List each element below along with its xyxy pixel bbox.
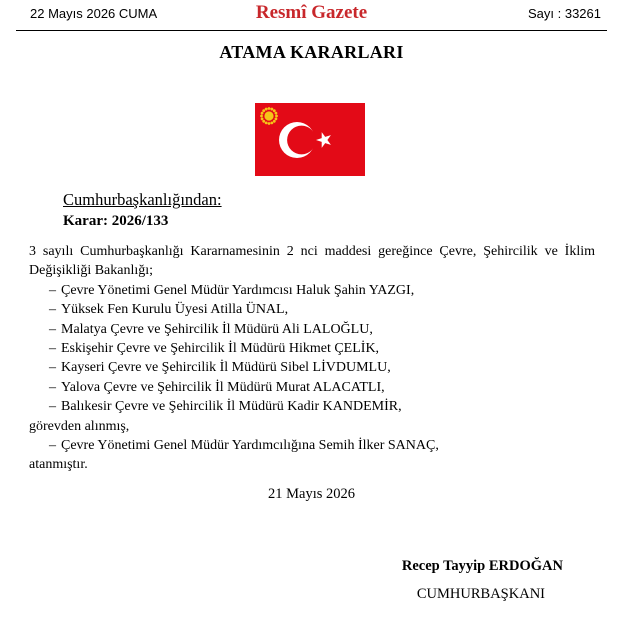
sun-disc bbox=[264, 111, 273, 120]
issue-number: Sayı : 33261 bbox=[528, 6, 601, 21]
list-item-text: Malatya Çevre ve Şehircilik İl Müdürü Ali LALOĞLU, bbox=[61, 321, 373, 337]
presidential-sun-emblem bbox=[260, 107, 278, 125]
list-item-text: Kayseri Çevre ve Şehircilik İl Müdürü Sibel LİVDUMLU, bbox=[61, 360, 391, 376]
list-item-text: Yüksek Fen Kurulu Üyesi Atilla ÜNAL, bbox=[61, 302, 289, 318]
appointed-list bbox=[29, 436, 595, 455]
sun-ray bbox=[275, 115, 278, 118]
sun-ray bbox=[273, 120, 276, 123]
list-dash: – bbox=[49, 360, 56, 376]
sun-ray bbox=[275, 112, 278, 115]
list-item bbox=[29, 378, 595, 397]
list-item-text: Yalova Çevre ve Şehircilik İl Müdürü Murat ALACATLI, bbox=[61, 379, 385, 395]
list-item bbox=[29, 339, 595, 358]
presidential-flag-icon bbox=[255, 103, 365, 176]
list-dash: – bbox=[49, 399, 56, 415]
signatory-title: CUMHURBAŞKANI bbox=[416, 586, 545, 602]
list-dash: – bbox=[49, 302, 56, 318]
issuing-authority: Cumhurbaşkanlığından: bbox=[63, 190, 222, 209]
gazette-title: Resmî Gazete bbox=[255, 2, 368, 23]
list-dash: – bbox=[49, 341, 56, 357]
sun-ray bbox=[262, 120, 265, 123]
sun-ray bbox=[261, 112, 264, 115]
list-item bbox=[29, 320, 595, 339]
section-title: ATAMA KARARLARI bbox=[219, 42, 404, 62]
list-dash: – bbox=[49, 282, 56, 298]
decree-intro: 3 sayılı Cumhurbaşkanlığı Kararnamesinin 2 nci maddesi gereğince Çevre, Şehircilik ve İklim Değişikliği Bakanlığı; bbox=[29, 244, 595, 279]
crescent-inner bbox=[287, 126, 316, 155]
list-item bbox=[29, 300, 595, 319]
signatory-name: Recep Tayyip ERDOĞAN bbox=[401, 558, 563, 574]
sun-ray bbox=[261, 117, 264, 120]
appointed-closing: atanmıştır. bbox=[29, 457, 88, 473]
dismissed-closing: görevden alınmış, bbox=[29, 418, 130, 434]
list-item-text: Balıkesir Çevre ve Şehircilik İl Müdürü Kadir KANDEMİR, bbox=[61, 399, 402, 415]
dismissed-list bbox=[29, 281, 595, 417]
sun-ray bbox=[265, 122, 268, 125]
sun-ray bbox=[268, 122, 271, 125]
issue-date: 22 Mayıs 2026 CUMA bbox=[30, 6, 158, 21]
sun-ray bbox=[262, 109, 265, 112]
list-item-text: Çevre Yönetimi Genel Müdür Yardımcılığına Semih İlker SANAÇ, bbox=[61, 438, 439, 454]
list-item bbox=[29, 397, 595, 416]
sun-ray bbox=[265, 108, 268, 111]
list-dash: – bbox=[49, 379, 56, 395]
sun-ray bbox=[275, 117, 278, 120]
decision-number: Karar: 2026/133 bbox=[63, 213, 169, 229]
list-item-text: Eskişehir Çevre ve Şehircilik İl Müdürü Hikmet ÇELİK, bbox=[61, 341, 380, 357]
list-dash: – bbox=[49, 321, 56, 337]
sun-ray bbox=[268, 107, 271, 110]
list-item bbox=[29, 436, 595, 455]
signature-date: 21 Mayıs 2026 bbox=[268, 486, 355, 502]
sun-ray bbox=[260, 115, 263, 118]
list-item-text: Çevre Yönetimi Genel Müdür Yardımcısı Haluk Şahin YAZGI, bbox=[61, 282, 415, 298]
sun-ray bbox=[270, 122, 273, 125]
list-item bbox=[29, 358, 595, 377]
sun-ray bbox=[270, 108, 273, 111]
decree-body bbox=[29, 242, 595, 475]
header-divider bbox=[16, 30, 607, 31]
list-dash: – bbox=[49, 438, 56, 454]
gazette-header bbox=[0, 0, 623, 30]
list-item bbox=[29, 281, 595, 300]
sun-ray bbox=[273, 109, 276, 112]
